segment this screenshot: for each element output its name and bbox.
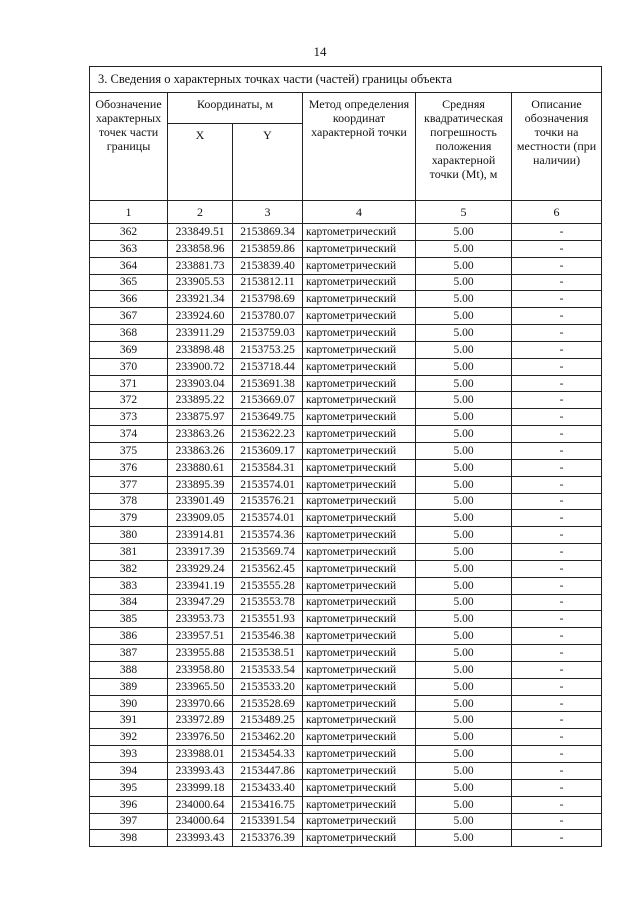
cell-error: 5.00 <box>416 341 512 358</box>
cell-error: 5.00 <box>416 779 512 796</box>
cell-x: 233988.01 <box>168 746 233 763</box>
cell-method: картометрический <box>303 476 416 493</box>
cell-point-id: 385 <box>90 611 168 628</box>
cell-y: 2153538.51 <box>233 645 303 662</box>
cell-method: картометрический <box>303 645 416 662</box>
table-row <box>90 240 602 257</box>
cell-description: - <box>512 476 602 493</box>
cell-point-id: 379 <box>90 510 168 527</box>
table-row <box>90 308 602 325</box>
table-row <box>90 577 602 594</box>
cell-description: - <box>512 645 602 662</box>
cell-error: 5.00 <box>416 325 512 342</box>
cell-error: 5.00 <box>416 560 512 577</box>
cell-description: - <box>512 611 602 628</box>
cell-point-id: 372 <box>90 392 168 409</box>
cell-method: картометрический <box>303 459 416 476</box>
cell-x: 233898.48 <box>168 341 233 358</box>
cell-description: - <box>512 459 602 476</box>
table-row <box>90 476 602 493</box>
cell-point-id: 394 <box>90 763 168 780</box>
cell-error: 5.00 <box>416 459 512 476</box>
cell-method: картометрический <box>303 661 416 678</box>
cell-error: 5.00 <box>416 611 512 628</box>
cell-method: картометрический <box>303 358 416 375</box>
cell-description: - <box>512 257 602 274</box>
cell-x: 234000.64 <box>168 813 233 830</box>
table-row <box>90 763 602 780</box>
cell-description: - <box>512 240 602 257</box>
cell-method: картометрический <box>303 341 416 358</box>
cell-point-id: 367 <box>90 308 168 325</box>
cell-y: 2153859.86 <box>233 240 303 257</box>
cell-description: - <box>512 830 602 847</box>
cell-point-id: 378 <box>90 493 168 510</box>
cell-description: - <box>512 661 602 678</box>
cell-error: 5.00 <box>416 392 512 409</box>
cell-error: 5.00 <box>416 645 512 662</box>
cell-point-id: 390 <box>90 695 168 712</box>
cell-description: - <box>512 274 602 291</box>
cell-y: 2153569.74 <box>233 544 303 561</box>
cell-description: - <box>512 291 602 308</box>
cell-description: - <box>512 392 602 409</box>
cell-point-id: 370 <box>90 358 168 375</box>
header-y: Y <box>233 124 303 201</box>
cell-method: картометрический <box>303 325 416 342</box>
table-row <box>90 560 602 577</box>
cell-y: 2153416.75 <box>233 796 303 813</box>
cell-y: 2153574.36 <box>233 527 303 544</box>
cell-description: - <box>512 442 602 459</box>
cell-description: - <box>512 426 602 443</box>
cell-error: 5.00 <box>416 308 512 325</box>
cell-y: 2153584.31 <box>233 459 303 476</box>
cell-error: 5.00 <box>416 493 512 510</box>
cell-y: 2153574.01 <box>233 510 303 527</box>
cell-y: 2153528.69 <box>233 695 303 712</box>
page-number: 14 <box>313 44 327 59</box>
cell-x: 233993.43 <box>168 763 233 780</box>
cell-description: - <box>512 493 602 510</box>
cell-error: 5.00 <box>416 510 512 527</box>
cell-y: 2153433.40 <box>233 779 303 796</box>
cell-x: 233958.80 <box>168 661 233 678</box>
cell-y: 2153869.34 <box>233 224 303 241</box>
cell-x: 234000.64 <box>168 796 233 813</box>
table-row <box>90 729 602 746</box>
table-row <box>90 527 602 544</box>
cell-description: - <box>512 325 602 342</box>
cell-y: 2153798.69 <box>233 291 303 308</box>
cell-x: 233924.60 <box>168 308 233 325</box>
cell-method: картометрический <box>303 257 416 274</box>
cell-y: 2153391.54 <box>233 813 303 830</box>
cell-point-id: 387 <box>90 645 168 662</box>
cell-point-id: 376 <box>90 459 168 476</box>
cell-method: картометрический <box>303 830 416 847</box>
cell-error: 5.00 <box>416 796 512 813</box>
cell-y: 2153753.25 <box>233 341 303 358</box>
table-row <box>90 678 602 695</box>
column-number: 1 <box>90 201 168 224</box>
cell-point-id: 397 <box>90 813 168 830</box>
cell-description: - <box>512 712 602 729</box>
cell-error: 5.00 <box>416 763 512 780</box>
cell-description: - <box>512 594 602 611</box>
table-row <box>90 224 602 241</box>
cell-method: картометрический <box>303 695 416 712</box>
cell-description: - <box>512 813 602 830</box>
cell-error: 5.00 <box>416 476 512 493</box>
cell-method: картометрический <box>303 560 416 577</box>
cell-y: 2153489.25 <box>233 712 303 729</box>
table-row <box>90 409 602 426</box>
cell-x: 233911.29 <box>168 325 233 342</box>
cell-y: 2153553.78 <box>233 594 303 611</box>
cell-x: 233999.18 <box>168 779 233 796</box>
header-coordinates: Координаты, м <box>168 93 303 124</box>
cell-error: 5.00 <box>416 628 512 645</box>
cell-method: картометрический <box>303 544 416 561</box>
cell-point-id: 381 <box>90 544 168 561</box>
cell-point-id: 392 <box>90 729 168 746</box>
cell-error: 5.00 <box>416 224 512 241</box>
cell-point-id: 396 <box>90 796 168 813</box>
cell-x: 233909.05 <box>168 510 233 527</box>
cell-method: картометрический <box>303 442 416 459</box>
cell-point-id: 386 <box>90 628 168 645</box>
cell-point-id: 373 <box>90 409 168 426</box>
cell-method: картометрический <box>303 493 416 510</box>
cell-x: 233965.50 <box>168 678 233 695</box>
table-row <box>90 746 602 763</box>
table-row <box>90 779 602 796</box>
cell-x: 233875.97 <box>168 409 233 426</box>
cell-error: 5.00 <box>416 729 512 746</box>
table-row <box>90 712 602 729</box>
cell-method: картометрический <box>303 308 416 325</box>
cell-method: картометрический <box>303 678 416 695</box>
table-row <box>90 493 602 510</box>
cell-point-id: 388 <box>90 661 168 678</box>
table-row <box>90 594 602 611</box>
cell-y: 2153718.44 <box>233 358 303 375</box>
cell-point-id: 375 <box>90 442 168 459</box>
cell-x: 233903.04 <box>168 375 233 392</box>
cell-x: 233881.73 <box>168 257 233 274</box>
cell-description: - <box>512 375 602 392</box>
boundary-points-table <box>89 66 602 847</box>
cell-x: 233955.88 <box>168 645 233 662</box>
cell-description: - <box>512 510 602 527</box>
cell-x: 233972.89 <box>168 712 233 729</box>
cell-point-id: 382 <box>90 560 168 577</box>
cell-x: 233941.19 <box>168 577 233 594</box>
cell-x: 233863.26 <box>168 442 233 459</box>
header-description: Описание обозначения точки на местности (при наличии) <box>512 93 602 201</box>
cell-x: 233921.34 <box>168 291 233 308</box>
cell-y: 2153839.40 <box>233 257 303 274</box>
cell-method: картометрический <box>303 796 416 813</box>
cell-error: 5.00 <box>416 695 512 712</box>
cell-x: 233947.29 <box>168 594 233 611</box>
cell-error: 5.00 <box>416 544 512 561</box>
header-method: Метод определения координат характерной точки <box>303 93 416 201</box>
cell-y: 2153812.11 <box>233 274 303 291</box>
cell-method: картометрический <box>303 375 416 392</box>
cell-method: картометрический <box>303 763 416 780</box>
cell-point-id: 377 <box>90 476 168 493</box>
cell-y: 2153376.39 <box>233 830 303 847</box>
table-row <box>90 695 602 712</box>
table-row <box>90 426 602 443</box>
cell-error: 5.00 <box>416 358 512 375</box>
cell-y: 2153609.17 <box>233 442 303 459</box>
cell-point-id: 398 <box>90 830 168 847</box>
section-title: 3. Сведения о характерных точках части (частей) границы объекта <box>90 67 602 93</box>
cell-y: 2153533.54 <box>233 661 303 678</box>
cell-y: 2153669.07 <box>233 392 303 409</box>
cell-description: - <box>512 628 602 645</box>
column-number: 2 <box>168 201 233 224</box>
cell-y: 2153649.75 <box>233 409 303 426</box>
header-row <box>90 93 602 124</box>
cell-x: 233858.96 <box>168 240 233 257</box>
cell-y: 2153447.86 <box>233 763 303 780</box>
cell-description: - <box>512 577 602 594</box>
cell-method: картометрический <box>303 729 416 746</box>
cell-x: 233953.73 <box>168 611 233 628</box>
cell-error: 5.00 <box>416 291 512 308</box>
cell-point-id: 369 <box>90 341 168 358</box>
cell-x: 233957.51 <box>168 628 233 645</box>
column-number: 4 <box>303 201 416 224</box>
cell-x: 233895.39 <box>168 476 233 493</box>
cell-description: - <box>512 527 602 544</box>
cell-x: 233880.61 <box>168 459 233 476</box>
header-point-id: Обозначение характерных точек части границы <box>90 93 168 201</box>
cell-x: 233905.53 <box>168 274 233 291</box>
cell-y: 2153546.38 <box>233 628 303 645</box>
cell-y: 2153576.21 <box>233 493 303 510</box>
table-row <box>90 375 602 392</box>
cell-point-id: 368 <box>90 325 168 342</box>
cell-description: - <box>512 796 602 813</box>
cell-point-id: 393 <box>90 746 168 763</box>
cell-method: картометрический <box>303 409 416 426</box>
cell-error: 5.00 <box>416 712 512 729</box>
cell-y: 2153555.28 <box>233 577 303 594</box>
cell-point-id: 380 <box>90 527 168 544</box>
cell-error: 5.00 <box>416 409 512 426</box>
cell-description: - <box>512 560 602 577</box>
cell-description: - <box>512 544 602 561</box>
table-row <box>90 291 602 308</box>
cell-x: 233895.22 <box>168 392 233 409</box>
cell-description: - <box>512 358 602 375</box>
cell-error: 5.00 <box>416 426 512 443</box>
cell-method: картометрический <box>303 392 416 409</box>
table-row <box>90 661 602 678</box>
cell-y: 2153533.20 <box>233 678 303 695</box>
table-row <box>90 358 602 375</box>
section-title-row <box>90 67 602 93</box>
cell-x: 233849.51 <box>168 224 233 241</box>
cell-x: 233900.72 <box>168 358 233 375</box>
cell-error: 5.00 <box>416 442 512 459</box>
cell-description: - <box>512 729 602 746</box>
cell-error: 5.00 <box>416 661 512 678</box>
cell-method: картометрический <box>303 712 416 729</box>
cell-error: 5.00 <box>416 813 512 830</box>
cell-description: - <box>512 224 602 241</box>
cell-method: картометрический <box>303 594 416 611</box>
cell-error: 5.00 <box>416 257 512 274</box>
cell-point-id: 374 <box>90 426 168 443</box>
cell-y: 2153622.23 <box>233 426 303 443</box>
cell-description: - <box>512 308 602 325</box>
cell-description: - <box>512 695 602 712</box>
cell-point-id: 364 <box>90 257 168 274</box>
cell-y: 2153551.93 <box>233 611 303 628</box>
table-row <box>90 325 602 342</box>
table-row <box>90 796 602 813</box>
cell-x: 233863.26 <box>168 426 233 443</box>
cell-y: 2153691.38 <box>233 375 303 392</box>
cell-method: картометрический <box>303 779 416 796</box>
cell-method: картометрический <box>303 628 416 645</box>
cell-x: 233993.43 <box>168 830 233 847</box>
cell-x: 233901.49 <box>168 493 233 510</box>
cell-description: - <box>512 341 602 358</box>
cell-method: картометрический <box>303 291 416 308</box>
table-row <box>90 645 602 662</box>
column-number: 3 <box>233 201 303 224</box>
table-body <box>90 224 602 847</box>
cell-error: 5.00 <box>416 678 512 695</box>
cell-point-id: 362 <box>90 224 168 241</box>
cell-y: 2153780.07 <box>233 308 303 325</box>
cell-method: картометрический <box>303 746 416 763</box>
table-row <box>90 274 602 291</box>
cell-description: - <box>512 678 602 695</box>
cell-y: 2153574.01 <box>233 476 303 493</box>
header-error: Средняя квадратическая погрешность положения характерной точки (Mt), м <box>416 93 512 201</box>
cell-error: 5.00 <box>416 746 512 763</box>
cell-y: 2153454.33 <box>233 746 303 763</box>
cell-description: - <box>512 779 602 796</box>
cell-method: картометрический <box>303 274 416 291</box>
table-row <box>90 459 602 476</box>
cell-method: картометрический <box>303 813 416 830</box>
table-row <box>90 257 602 274</box>
table-row <box>90 830 602 847</box>
table-row <box>90 544 602 561</box>
cell-point-id: 383 <box>90 577 168 594</box>
table-row <box>90 392 602 409</box>
cell-point-id: 384 <box>90 594 168 611</box>
cell-error: 5.00 <box>416 375 512 392</box>
cell-y: 2153759.03 <box>233 325 303 342</box>
cell-point-id: 391 <box>90 712 168 729</box>
cell-error: 5.00 <box>416 577 512 594</box>
cell-method: картометрический <box>303 426 416 443</box>
cell-point-id: 389 <box>90 678 168 695</box>
table-row <box>90 628 602 645</box>
cell-y: 2153462.20 <box>233 729 303 746</box>
cell-description: - <box>512 763 602 780</box>
cell-method: картометрический <box>303 224 416 241</box>
cell-method: картометрический <box>303 611 416 628</box>
cell-error: 5.00 <box>416 594 512 611</box>
cell-error: 5.00 <box>416 527 512 544</box>
cell-x: 233917.39 <box>168 544 233 561</box>
cell-method: картометрический <box>303 510 416 527</box>
table-row <box>90 341 602 358</box>
column-number-row <box>90 201 602 224</box>
cell-error: 5.00 <box>416 274 512 291</box>
cell-description: - <box>512 746 602 763</box>
cell-x: 233970.66 <box>168 695 233 712</box>
cell-x: 233976.50 <box>168 729 233 746</box>
cell-method: картометрический <box>303 577 416 594</box>
cell-method: картометрический <box>303 240 416 257</box>
cell-point-id: 366 <box>90 291 168 308</box>
header-x: X <box>168 124 233 201</box>
cell-method: картометрический <box>303 527 416 544</box>
column-number: 6 <box>512 201 602 224</box>
column-number: 5 <box>416 201 512 224</box>
cell-error: 5.00 <box>416 240 512 257</box>
table-row <box>90 510 602 527</box>
cell-error: 5.00 <box>416 830 512 847</box>
cell-x: 233914.81 <box>168 527 233 544</box>
cell-description: - <box>512 409 602 426</box>
cell-point-id: 365 <box>90 274 168 291</box>
cell-point-id: 395 <box>90 779 168 796</box>
cell-point-id: 371 <box>90 375 168 392</box>
table-row <box>90 442 602 459</box>
cell-point-id: 363 <box>90 240 168 257</box>
table-row <box>90 611 602 628</box>
cell-y: 2153562.45 <box>233 560 303 577</box>
cell-x: 233929.24 <box>168 560 233 577</box>
table-row <box>90 813 602 830</box>
